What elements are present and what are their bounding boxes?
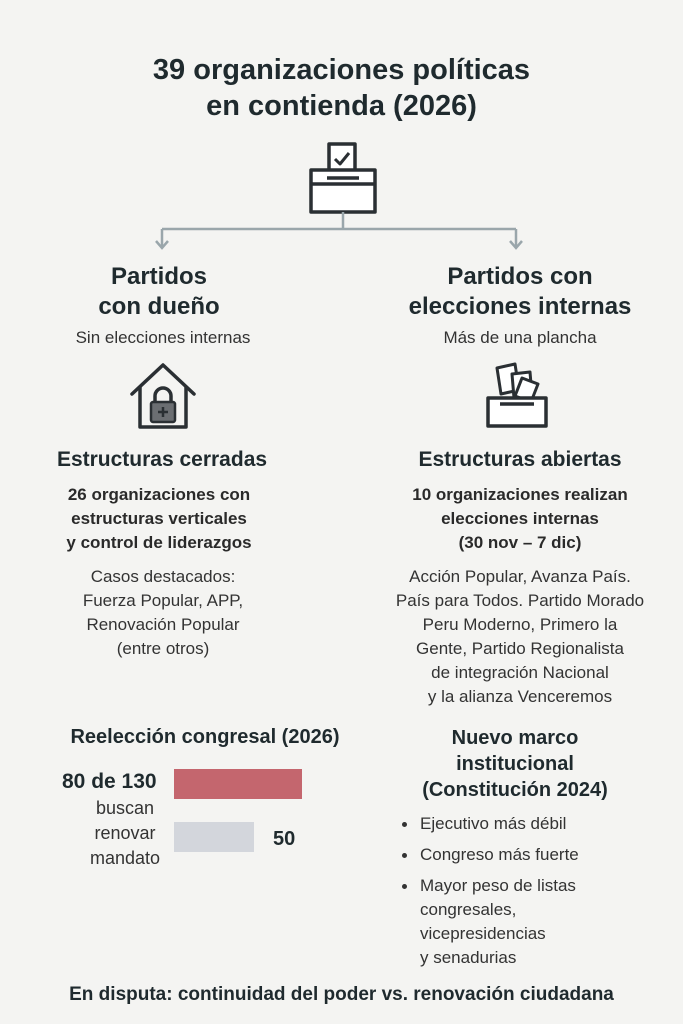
right-cases-line: País para Todos. Partido Morado (395, 591, 645, 610)
bullet-text: Ejecutivo más débil (420, 814, 567, 833)
locked-house-icon (128, 360, 198, 432)
bullet-text: Congreso más fuerte (420, 845, 579, 864)
left-description-line: y control de liderazgos (66, 533, 252, 552)
right-cases-line: Peru Moderno, Primero la (422, 615, 618, 634)
bullet-item (398, 874, 668, 970)
right-structure-title: Estructuras abiertas (418, 448, 622, 471)
left-subtitle: Sin elecciones internas (75, 328, 251, 347)
right-heading (368, 262, 672, 322)
institutional-title-line: Nuevo marco (451, 727, 579, 749)
left-heading-line-2: con dueño (98, 293, 220, 320)
reelection-caption (70, 796, 180, 871)
right-cases-line: de integración Nacional (431, 663, 609, 682)
left-structure-title: Estructuras cerradas (56, 448, 268, 471)
left-cases-line: Casos destacados: (90, 567, 236, 586)
ballot-box-diagram (0, 140, 683, 255)
right-cases-line: y la alianza Venceremos (427, 687, 613, 706)
title-line-1: 39 organizaciones políticas (152, 54, 531, 86)
left-cases (28, 565, 298, 661)
reelection-main-value: 80 de 130 (62, 770, 157, 793)
ballot-box-icon (311, 144, 375, 212)
reelection-caption-line: mandato (89, 848, 161, 868)
right-cases-line: Acción Popular, Avanza País. (409, 567, 631, 586)
right-description-line: 10 organizaciones realizan (412, 485, 628, 504)
reelection-caption-line: buscan (95, 798, 155, 818)
connector-lines (156, 212, 522, 248)
left-cases-line: (entre otros) (116, 639, 210, 658)
left-heading-line-1: Partidos (110, 263, 208, 290)
left-cases-line: Fuerza Popular, APP, (82, 591, 244, 610)
right-heading-line-1: Partidos con (447, 263, 593, 290)
bar-restantes (174, 822, 254, 852)
institutional-bullets (398, 812, 668, 977)
right-subtitle: Más de una plancha (443, 328, 597, 347)
institutional-title (390, 725, 640, 803)
right-heading-line-2: elecciones internas (408, 293, 632, 320)
left-description-line: estructuras verticales (71, 509, 247, 528)
left-cases-line: Renovación Popular (86, 615, 240, 634)
bullet-item (398, 812, 668, 836)
right-cases (368, 565, 672, 709)
left-heading (28, 262, 290, 322)
footer-text: En disputa: continuidad del poder vs. renovación ciudadana (69, 984, 614, 1005)
institutional-title-line: institucional (456, 753, 574, 775)
right-description (368, 483, 672, 555)
bullet-text: Mayor peso de listas (420, 876, 576, 895)
left-description (28, 483, 290, 555)
right-description-line: (30 nov – 7 dic) (458, 533, 582, 552)
page-title (0, 52, 683, 124)
right-description-line: elecciones internas (441, 509, 599, 528)
reelection-title: Reelección congresal (2026) (70, 726, 340, 748)
reelection-caption-line: renovar (94, 823, 156, 843)
ballots-box-icon (484, 360, 550, 430)
bullet-item (398, 843, 668, 867)
title-line-2: en contienda (2026) (206, 90, 477, 122)
bullet-text: vicepresidencias (420, 924, 546, 943)
reelection-second-value: 50 (273, 828, 296, 850)
left-description-line: 26 organizaciones con (67, 485, 251, 504)
bar-buscan-renovar (174, 769, 302, 799)
institutional-title-line: (Constitución 2024) (422, 779, 608, 801)
right-cases-line: Gente, Partido Regionalista (416, 639, 624, 658)
bullet-text: y senadurias (420, 948, 517, 967)
bullet-text: congresales, (420, 900, 517, 919)
